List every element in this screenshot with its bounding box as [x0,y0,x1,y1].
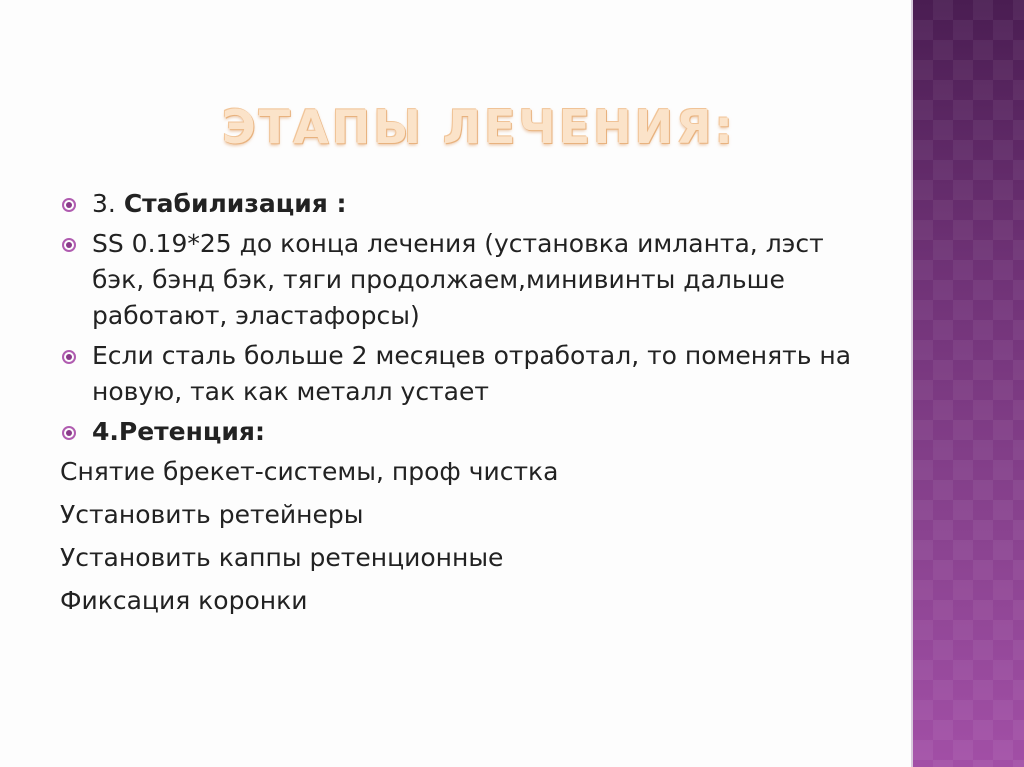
retention-step: Снятие брекет-системы, проф чистка [60,457,559,486]
circle-bullet-icon [62,426,76,440]
bullet-item-steel-replacement [60,338,880,410]
circle-bullet-icon [62,198,76,212]
bullet-item-wire-spec [60,226,880,334]
side-decorative-band [913,0,1024,767]
bullet-text-wire-spec: SS 0.19*25 до конца лечения (установка имланта, лэст бэк, бэнд бэк, тяги продолжаем,минивинты дальше работают, эластафорсы) [92,229,824,330]
slide-content [60,186,880,626]
bullet-item-retention [60,414,880,450]
retention-step: Установить ретейнеры [60,500,364,529]
retention-steps [60,454,880,619]
bullet-heading-retention: 4.Ретенция: [92,417,265,446]
circle-bullet-icon [62,350,76,364]
slide-title: ЭТАПЫ ЛЕЧЕНИЯ: [222,100,736,154]
bullet-item-stabilization [60,186,880,222]
retention-step: Фиксация коронки [60,586,308,615]
bullet-text-steel-replacement: Если сталь больше 2 месяцев отработал, то поменять на новую, так как металл устает [92,341,852,406]
bullet-heading-stabilization: Стабилизация : [123,189,347,218]
circle-bullet-icon [62,238,76,252]
bullet-prefix: 3. [92,189,124,218]
retention-step: Установить каппы ретенционные [60,543,504,572]
bullet-list [60,186,880,450]
